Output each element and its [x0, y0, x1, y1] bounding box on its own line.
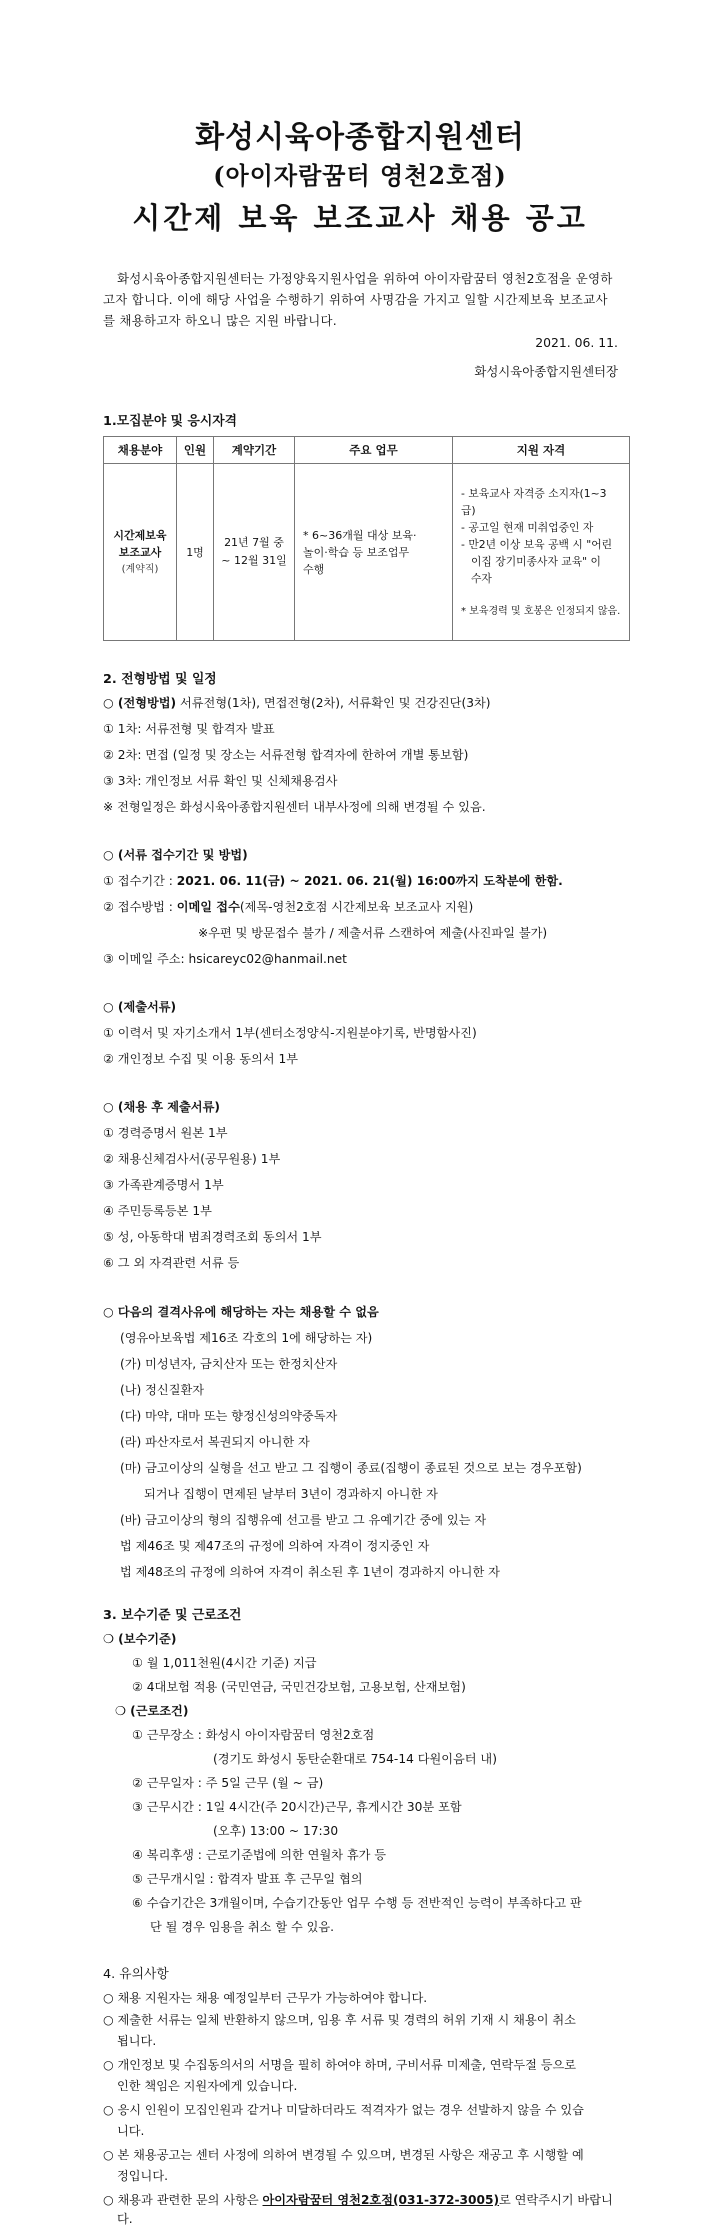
pay-1: ① 월 1,011천원(4시간 기준) 지급 — [132, 1656, 317, 1670]
work-1: ① 근무장소 : 화성시 아이자람꿈터 영천2호점 — [132, 1728, 375, 1742]
section3-title: 3. 보수기준 및 근로조건 — [103, 1608, 242, 1623]
table-row — [104, 464, 630, 641]
disqualification-title: ○ 다음의 결격사유에 해당하는 자는 채용할 수 없음 — [103, 1305, 379, 1319]
work-title: ❍ (근로조건) — [115, 1704, 189, 1718]
cell-qualification — [453, 464, 630, 641]
qual-line5: 수자 — [471, 571, 492, 585]
recruit-table — [103, 436, 630, 641]
method-line — [103, 694, 491, 711]
signer: 화성시육아종합지원센터장 — [474, 364, 618, 379]
note-6-suffix: 로 연락주시기 바랍니 — [499, 2193, 613, 2207]
col-header-qualification: 지원 자격 — [453, 437, 630, 464]
table-header-row — [104, 437, 630, 464]
contact-info: 아이자람꿈터 영천2호점(031-372-3005) — [262, 2193, 500, 2207]
col-header-field: 채용분야 — [104, 437, 177, 464]
note-3: ○ 개인정보 및 수집동의서의 서명을 필히 하여야 하며, 구비서류 미제출, 연락두절 등으로 — [103, 2058, 577, 2072]
after-doc-1: ① 경력증명서 원본 1부 — [103, 1126, 228, 1140]
after-doc-2: ② 채용신체검사서(공무원용) 1부 — [103, 1152, 281, 1166]
col-header-period: 계약기간 — [214, 437, 295, 464]
note-1: ○ 채용 지원자는 채용 예정일부터 근무가 가능하여야 합니다. — [103, 1991, 428, 2005]
cell-duty — [295, 464, 453, 641]
disq-item-6: (바) 금고이상의 형의 집행유예 선고를 받고 그 유예기간 중에 있는 자 — [120, 1513, 487, 1527]
col-header-duty: 주요 업무 — [295, 437, 453, 464]
method-label: ○ (전형방법) — [103, 696, 177, 710]
disq-item-2: (나) 정신질환자 — [120, 1383, 205, 1397]
disq-item-5: (마) 금고이상의 실형을 선고 받고 그 집행이 종료(집행이 종료된 것으로 보는 경우포함) — [120, 1461, 582, 1475]
receipt-method-rest: (제목-영천2호점 시간제보육 보조교사 지원) — [239, 900, 474, 914]
disq-item-3: (다) 마약, 대마 또는 향정신성의약중독자 — [120, 1409, 338, 1423]
section2-title: 2. 전형방법 및 일정 — [103, 672, 217, 687]
receipt-method-label: ② 접수방법 : — [103, 900, 177, 914]
field-line1: 시간제보육 — [113, 528, 167, 542]
step-1: ① 1차: 서류전형 및 합격자 발표 — [103, 722, 275, 736]
receipt-period-label: ① 접수기간 : — [103, 874, 177, 888]
doc-1: ① 이력서 및 자기소개서 1부(센터소정양식-지원분야기록, 반명함사진) — [103, 1026, 477, 1040]
field-line2: 보조교사 — [118, 545, 162, 559]
qual-line4: 이집 장기미종사자 교육" 이 — [471, 554, 601, 568]
note-5-cont: 정입니다. — [117, 2169, 168, 2183]
work-5: ⑤ 근무개시일 : 합격자 발표 후 근무일 협의 — [132, 1872, 363, 1886]
period-line1: 21년 7월 중 — [224, 536, 284, 549]
notice-date: 2021. 06. 11. — [535, 335, 618, 350]
section1-title: 1.모집분야 및 응시자격 — [103, 414, 237, 429]
cell-field — [104, 464, 177, 641]
email-address: ③ 이메일 주소: hsicareyc02@hanmail.net — [103, 952, 347, 966]
center-title: 화성시육아종합지원센터 — [195, 120, 525, 155]
method-text: 서류전형(1차), 면접전형(2차), 서류확인 및 건강진단(3차) — [176, 696, 491, 710]
qual-note: * 보육경력 및 호봉은 인정되지 않음. — [461, 605, 621, 617]
work-6-cont: 단 될 경우 임용을 취소 할 수 있음. — [150, 1920, 335, 1934]
intro-paragraph: 화성시육아종합지원센터는 가정양육지원사업을 위하여 아이자람꿈터 영천2호점을 운영하고자 합니다. 이에 해당 사업을 수행하기 위하여 사명감을 가지고 일할 시간제보육 보조교사를 채용하고자 하오니 많은 지원 바랍니다. — [103, 271, 613, 328]
receipt-period — [103, 872, 563, 889]
notice-title: 시간제 보육 보조교사 채용 공고 — [132, 201, 588, 235]
disq-item-5-cont: 되거나 집행이 면제된 날부터 3년이 경과하지 아니한 자 — [144, 1487, 438, 1501]
period-line2: ~ 12월 31일 — [221, 554, 287, 567]
disq-item-1: (가) 미성년자, 금치산자 또는 한정치산자 — [120, 1357, 338, 1371]
note-6 — [103, 2191, 613, 2208]
center-subtitle: (아이자람꿈터 영천2호점) — [213, 161, 507, 190]
work-2: ② 근무일자 : 주 5일 근무 (월 ~ 금) — [132, 1776, 324, 1790]
cell-count: 1명 — [177, 464, 214, 641]
note-5: ○ 본 채용공고는 센터 사정에 의하여 변경될 수 있으며, 변경된 사항은 재공고 후 시행할 예 — [103, 2148, 584, 2162]
after-doc-4: ④ 주민등록등본 1부 — [103, 1204, 212, 1218]
step-3: ③ 3차: 개인정보 서류 확인 및 신체채용검사 — [103, 774, 338, 788]
note-6-prefix: ○ 채용과 관련한 문의 사항은 — [103, 2193, 263, 2207]
disq-item-7: 법 제46조 및 제47조의 규정에 의하여 자격이 정지중인 자 — [120, 1539, 430, 1553]
docs-title: ○ (제출서류) — [103, 1000, 177, 1014]
schedule-note: ※ 전형일정은 화성시육아종합지원센터 내부사정에 의해 변경될 수 있음. — [103, 800, 486, 814]
note-2-cont: 됩니다. — [117, 2034, 157, 2048]
work-3-time: (오후) 13:00 ~ 17:30 — [213, 1824, 339, 1838]
work-6: ⑥ 수습기간은 3개월이며, 수습기간동안 업무 수행 등 전반적인 능력이 부족하다고 판 — [132, 1896, 582, 1910]
qual-line1: - 보육교사 자격증 소지자(1~3급) — [461, 486, 607, 517]
step-2: ② 2차: 면접 (일정 및 장소는 서류전형 합격자에 한하여 개별 통보함) — [103, 748, 469, 762]
after-doc-3: ③ 가족관계증명서 1부 — [103, 1178, 224, 1192]
field-line3: (계약직) — [121, 563, 159, 575]
work-1-address: (경기도 화성시 동탄순환대로 754-14 다원이음터 내) — [213, 1752, 497, 1766]
cell-period — [214, 464, 295, 641]
work-4: ④ 복리후생 : 근로기준법에 의한 연월차 휴가 등 — [132, 1848, 387, 1862]
work-3: ③ 근무시간 : 1일 4시간(주 20시간)근무, 휴게시간 30분 포함 — [132, 1800, 462, 1814]
qual-line2: - 공고일 현재 미취업중인 자 — [461, 520, 594, 534]
pay-title: ❍ (보수기준) — [103, 1632, 177, 1646]
doc-2: ② 개인정보 수집 및 이용 동의서 1부 — [103, 1052, 298, 1066]
receipt-method — [103, 898, 473, 915]
receipt-period-text: 2021. 06. 11(금) ~ 2021. 06. 21(월) 16:00까지 도착분에 한함. — [176, 874, 563, 888]
duty-line2: 놀이·학습 등 보조업무 — [303, 545, 410, 559]
receipt-method-bold: 이메일 접수 — [176, 900, 240, 914]
note-4: ○ 응시 인원이 모집인원과 같거나 미달하더라도 적격자가 없는 경우 선발하지 않을 수 있습 — [103, 2103, 584, 2117]
col-header-count: 인원 — [177, 437, 214, 464]
receipt-title: ○ (서류 접수기간 및 방법) — [103, 848, 248, 862]
disq-item-8: 법 제48조의 규정에 의하여 자격이 취소된 후 1년이 경과하지 아니한 자 — [120, 1565, 500, 1579]
after-docs-title: ○ (채용 후 제출서류) — [103, 1100, 220, 1114]
after-doc-6: ⑥ 그 외 자격관련 서류 등 — [103, 1256, 240, 1270]
qual-line3: - 만2년 이상 보육 공백 시 "어린 — [461, 537, 613, 551]
note-3-cont: 인한 책임은 지원자에게 있습니다. — [117, 2079, 298, 2093]
duty-line3: 수행 — [303, 562, 325, 576]
receipt-method-note: ※우편 및 방문접수 불가 / 제출서류 스캔하여 제출(사진파일 불가) — [198, 926, 548, 940]
disq-item-4: (라) 파산자로서 복권되지 아니한 자 — [120, 1435, 310, 1449]
duty-line1: * 6~36개월 대상 보육· — [303, 528, 417, 542]
note-4-cont: 니다. — [117, 2124, 145, 2138]
after-doc-5: ⑤ 성, 아동학대 범죄경력조회 동의서 1부 — [103, 1230, 322, 1244]
pay-2: ② 4대보험 적용 (국민연금, 국민건강보험, 고용보험, 산재보험) — [132, 1680, 466, 1694]
section4-title: 4. 유의사항 — [103, 1967, 169, 1982]
note-2: ○ 제출한 서류는 일체 반환하지 않으며, 임용 후 서류 및 경력의 허위 기재 시 채용이 취소 — [103, 2013, 576, 2027]
disq-intro: (영유아보육법 제16조 각호의 1에 해당하는 자) — [120, 1331, 373, 1345]
note-6-cont: 다. — [117, 2212, 133, 2226]
